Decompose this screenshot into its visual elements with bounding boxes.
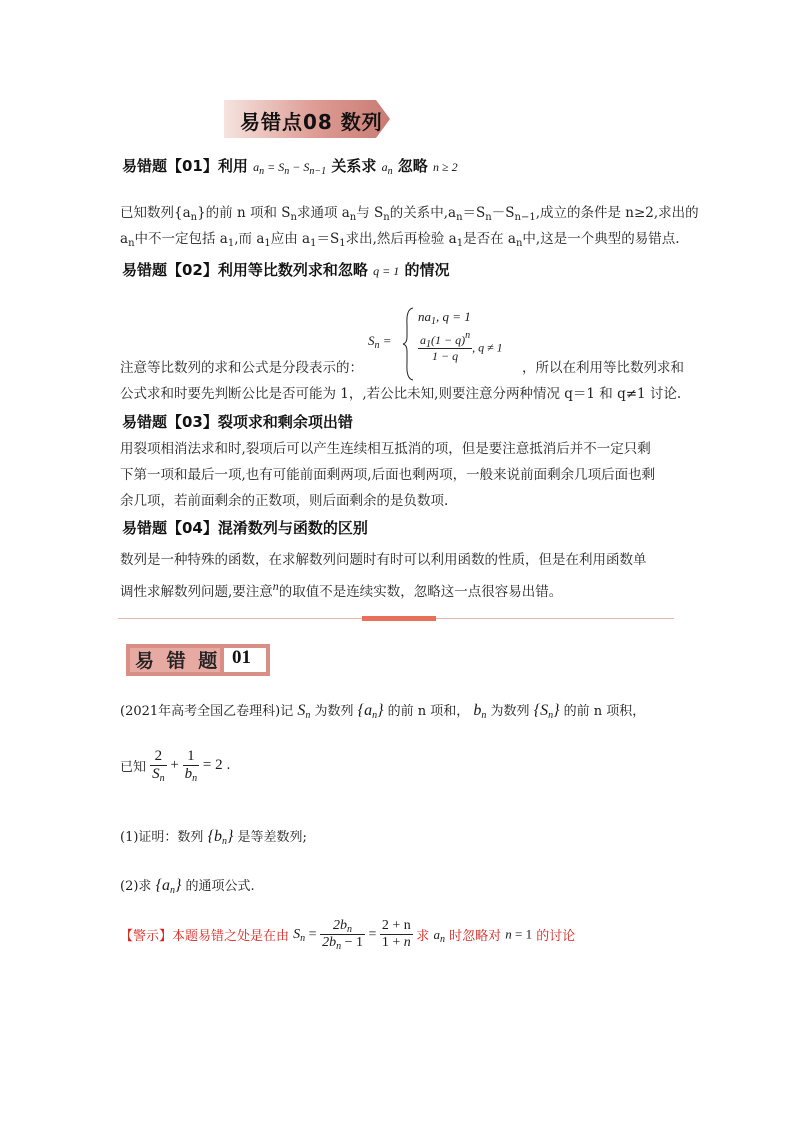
section-2-line-2: 公式求和时要先判断公比是否可能为 1，,若公比未知,则要注意分两种情况 q＝1 和 q≠1 讨论. xyxy=(120,386,682,402)
warning-note: 【警示】本题易错之处是在由 $S_n$ = $\frac{2b_n}{2b_n - 1}$ = $\frac{2 + n}{1 + n}$ 求 $a_n$ 时忽略对 n = 1 的讨论 xyxy=(120,918,576,952)
question-banner-label: 易 错 题 xyxy=(135,650,221,672)
section-3-heading: 易错题【03】裂项求和剩余项出错 xyxy=(122,413,353,431)
section-4-heading: 易错题【04】混淆数列与函数的区别 xyxy=(122,519,368,537)
section-1-paragraph: 已知数列$\{a_n\}$的前 n 项和 $S_n$求通项 $a_n$与 $S_n$的关系中$,a_n=S_n-S_{n-1}$,成立的条件是 n≥2,求出的 $a_n$中不一定包括 $a_1$,而 $a_1$应由 $a_1=S_1$求出,然后再检验 $a_1$是否在 $a_n$中,这是一个典型的易错点. xyxy=(120,205,699,249)
section-3-line: 余几项，若前面剩余的正数项，则后面剩余的是负数项. xyxy=(120,493,449,509)
section-4-paragraph: 数列是一种特殊的函数，在求解数列问题时有时可以利用函数的性质，但是在利用函数单 调性求解数列问题,要注意$^n$的取值不是连续实数，忽略这一点很容易出错。 xyxy=(120,552,647,600)
question-source-line: (2021年高考全国乙卷理科)记 $S_n$ 为数列 $\{a_n\}$ 的前 n 项和， $b_n$ 为数列 $\{S_n\}$ 的前 n 项积， xyxy=(120,702,646,721)
section-2-line-1: 注意等比数列的求和公式是分段表示的： xyxy=(120,360,363,376)
section-2-line-1-end: ，所以在利用等比数列求和 xyxy=(522,360,684,376)
section-divider-accent xyxy=(362,616,436,621)
section-3-line: 用裂项相消法求和时,裂项后可以产生连续相互抵消的项，但是要注意抵消后并不一定只剩 xyxy=(120,441,651,457)
question-part-1: (1)证明：数列 $\{b_n\}$ 是等差数列; xyxy=(120,828,307,847)
question-given: 已知 $\frac{2}{S_n}$ + $\frac{1}{b_n}$ = 2 . xyxy=(120,748,231,784)
question-banner-number: 01 xyxy=(232,647,251,668)
section-1-heading: 易错题【01】利用 $a_n = S_n - S_{n-1}$ 关系求 $a_n$ 忽略 n ≥ 2 xyxy=(122,157,458,177)
section-3-line: 下第一项和最后一项,也有可能前面剩两项,后面也剩两项，一般来说前面剩余几项后面也剩 xyxy=(120,467,656,483)
section-2-heading: 易错题【02】利用等比数列求和忽略 q = 1 的情况 xyxy=(122,261,450,279)
section-3-paragraph xyxy=(120,436,655,514)
page-title: 易错点08 数列 xyxy=(240,110,383,134)
question-part-2: (2)求 $\{a_n\}$ 的通项公式. xyxy=(120,877,255,896)
sum-formula: $S_n$ = $na_1$, q = 1 $\frac{a_1(1 - q)^n}{1 - q}$ , q ≠ 1 xyxy=(368,305,518,383)
